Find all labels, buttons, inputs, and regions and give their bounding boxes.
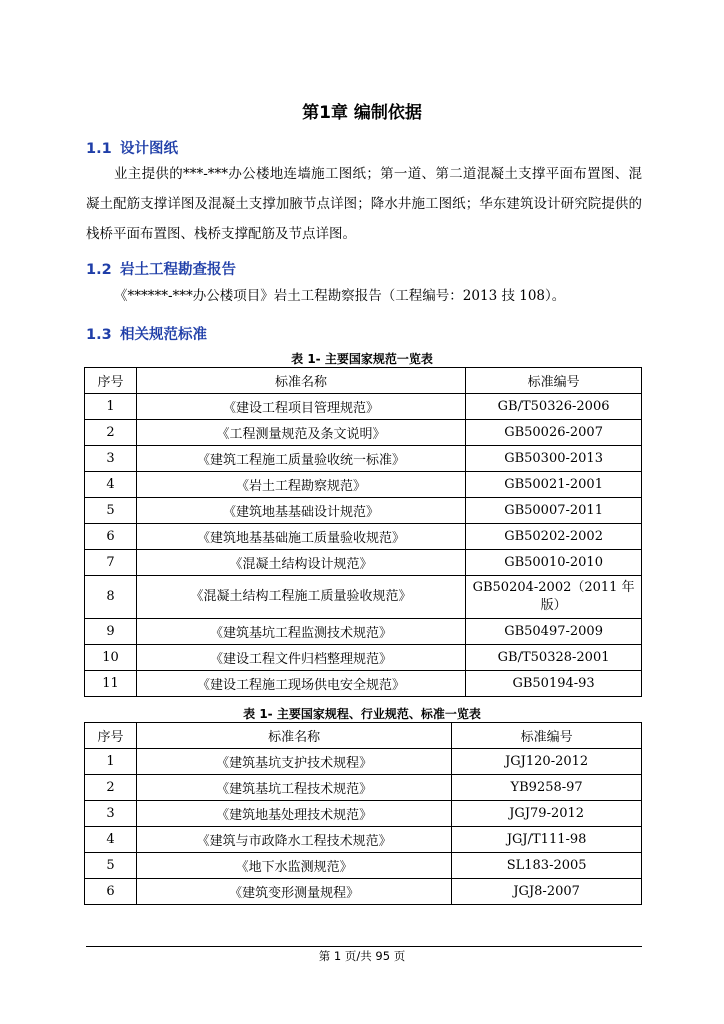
industry-standards-table <box>84 722 642 905</box>
row-number-cell: 3 <box>85 801 137 827</box>
table-row <box>85 853 642 879</box>
table-row <box>85 524 642 550</box>
standard-code-cell: GB/T50326-2006 <box>466 394 642 420</box>
standard-name-cell: 《混凝土结构设计规范》 <box>136 550 465 576</box>
standard-code-cell: SL183-2005 <box>452 853 642 879</box>
standard-code-cell: GB50007-2011 <box>466 498 642 524</box>
column-header: 标准编号 <box>452 723 642 749</box>
section-title: 岩土工程勘查报告 <box>120 262 236 278</box>
standard-code-cell: GB50497-2009 <box>466 619 642 645</box>
standard-name-cell: 《建筑基坑工程技术规范》 <box>136 775 451 801</box>
row-number-cell: 4 <box>85 472 137 498</box>
standard-name-cell: 《建筑地基基础设计规范》 <box>136 498 465 524</box>
section-number: 1.3 <box>86 327 112 343</box>
section-heading-1-2 <box>86 258 236 279</box>
chapter-title: 第1章 编制依据 <box>302 103 422 123</box>
standard-name-cell: 《建筑工程施工质量验收统一标准》 <box>136 446 465 472</box>
standard-name-cell: 《建筑地基处理技术规范》 <box>136 801 451 827</box>
page-footer: 第 1 页/共 95 页 <box>318 949 406 963</box>
standard-code-cell: GB50194-93 <box>466 671 642 697</box>
section-heading-1-1 <box>86 137 178 158</box>
row-number-cell: 9 <box>85 619 137 645</box>
standard-name-cell: 《建筑与市政降水工程技术规范》 <box>136 827 451 853</box>
standard-name-cell: 《工程测量规范及条文说明》 <box>136 420 465 446</box>
standard-code-cell: JGJ/T111-98 <box>452 827 642 853</box>
table-row <box>85 619 642 645</box>
table-header-row <box>85 723 642 749</box>
standard-code-cell: GB50026-2007 <box>466 420 642 446</box>
standard-name-cell: 《建设工程项目管理规范》 <box>136 394 465 420</box>
standard-name-cell: 《建设工程施工现场供电安全规范》 <box>136 671 465 697</box>
row-number-cell: 10 <box>85 645 137 671</box>
table-header-row <box>85 368 642 394</box>
table-row <box>85 749 642 775</box>
table-row <box>85 498 642 524</box>
row-number-cell: 11 <box>85 671 137 697</box>
standard-code-cell: GB50300-2013 <box>466 446 642 472</box>
standard-code-cell: GB50010-2010 <box>466 550 642 576</box>
standard-code-cell: GB/T50328-2001 <box>466 645 642 671</box>
row-number-cell: 2 <box>85 775 137 801</box>
section-title: 设计图纸 <box>120 141 178 157</box>
row-number-cell: 1 <box>85 749 137 775</box>
table-row <box>85 879 642 905</box>
standard-name-cell: 《地下水监测规范》 <box>136 853 451 879</box>
row-number-cell: 2 <box>85 420 137 446</box>
standard-name-cell: 《建筑变形测量规程》 <box>136 879 451 905</box>
table-row <box>85 394 642 420</box>
standard-name-cell: 《建筑基坑工程监测技术规范》 <box>136 619 465 645</box>
table-2-caption: 表 1- 主要国家规程、行业规范、标准一览表 <box>243 707 481 721</box>
section-number: 1.1 <box>86 141 112 157</box>
row-number-cell: 5 <box>85 498 137 524</box>
table-row <box>85 446 642 472</box>
standard-name-cell: 《岩土工程勘察规范》 <box>136 472 465 498</box>
column-header: 标准名称 <box>136 723 451 749</box>
table-1-caption: 表 1- 主要国家规范一览表 <box>291 352 433 366</box>
row-number-cell: 5 <box>85 853 137 879</box>
standard-code-cell: JGJ8-2007 <box>452 879 642 905</box>
table-row <box>85 801 642 827</box>
row-number-cell: 8 <box>85 576 137 619</box>
row-number-cell: 6 <box>85 879 137 905</box>
column-header: 序号 <box>85 723 137 749</box>
section-heading-1-3 <box>86 323 207 344</box>
row-number-cell: 3 <box>85 446 137 472</box>
section-1-1-paragraph: 业主提供的***-***办公楼地连墙施工图纸；第一道、第二道混凝土支撑平面布置图、混凝土配筋支撑详图及混凝土支撑加腋节点详图；降水井施工图纸；华东建筑设计研究院提供的栈桥平面布置图、栈桥支撑配筋及节点详图。 <box>86 166 642 242</box>
national-standards-table <box>84 367 642 697</box>
table-row <box>85 645 642 671</box>
table-row <box>85 576 642 619</box>
table-row <box>85 671 642 697</box>
table-row <box>85 420 642 446</box>
section-number: 1.2 <box>86 262 112 278</box>
row-number-cell: 7 <box>85 550 137 576</box>
standard-name-cell: 《混凝土结构工程施工质量验收规范》 <box>136 576 465 619</box>
column-header: 序号 <box>85 368 137 394</box>
standard-name-cell: 《建设工程文件归档整理规范》 <box>136 645 465 671</box>
row-number-cell: 1 <box>85 394 137 420</box>
table-row <box>85 827 642 853</box>
section-1-2-paragraph: 《******-***办公楼项目》岩土工程勘察报告（工程编号：2013 技 108）。 <box>114 288 566 304</box>
row-number-cell: 6 <box>85 524 137 550</box>
standard-name-cell: 《建筑基坑支护技术规程》 <box>136 749 451 775</box>
footer-divider <box>86 946 642 947</box>
standard-code-cell: JGJ120-2012 <box>452 749 642 775</box>
standard-code-cell: JGJ79-2012 <box>452 801 642 827</box>
standard-code-cell: GB50204-2002（2011 年版） <box>466 576 642 619</box>
table-row <box>85 775 642 801</box>
standard-code-cell: YB9258-97 <box>452 775 642 801</box>
table-row <box>85 550 642 576</box>
column-header: 标准编号 <box>466 368 642 394</box>
table-row <box>85 472 642 498</box>
row-number-cell: 4 <box>85 827 137 853</box>
standard-code-cell: GB50021-2001 <box>466 472 642 498</box>
column-header: 标准名称 <box>136 368 465 394</box>
section-title: 相关规范标准 <box>120 327 207 343</box>
standard-code-cell: GB50202-2002 <box>466 524 642 550</box>
standard-name-cell: 《建筑地基基础施工质量验收规范》 <box>136 524 465 550</box>
